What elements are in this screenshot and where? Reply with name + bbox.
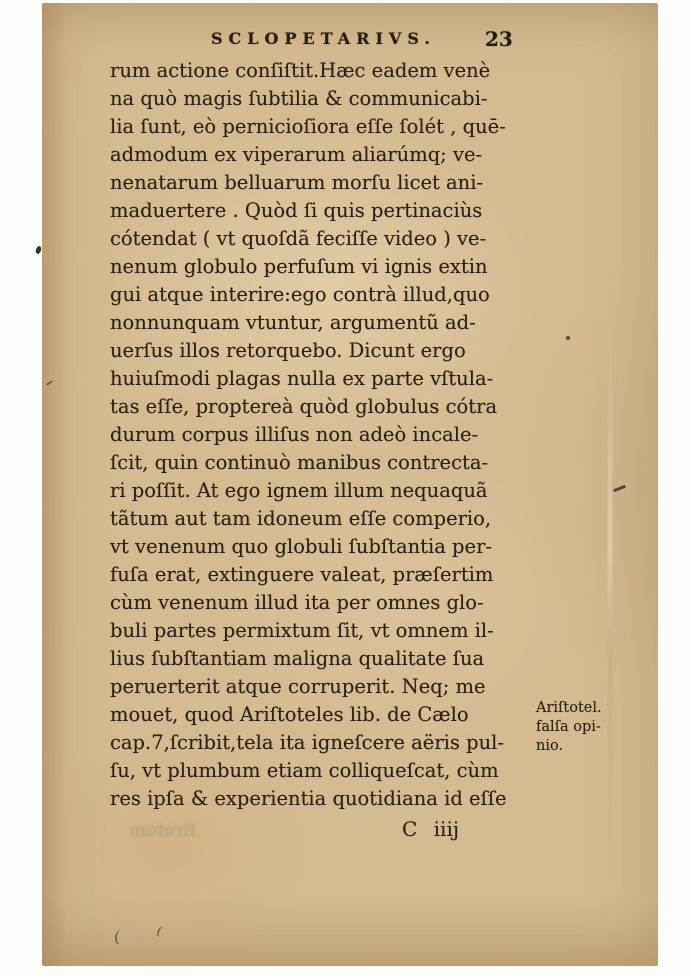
text-line: lia ſunt, eò pernicioſiora eſſe ſolét , quē- <box>110 115 506 138</box>
pen-mark: ( <box>112 927 122 947</box>
text-line: nenum globulo perfuſum vi ignis extin <box>110 255 488 278</box>
pen-mark: ( <box>155 923 163 939</box>
text-line: tas eſſe, proptereà quòd globulus cótra <box>110 395 498 418</box>
signature-mark: C iiij <box>402 817 460 841</box>
ink-speck <box>566 336 570 340</box>
show-through-text: Itratum <box>130 821 196 841</box>
text-line: peruerterit atque corruperit. Neq; me <box>110 675 486 698</box>
text-line: rum actione conſiſtit.Hæc eadem venè <box>110 59 491 82</box>
body-text <box>110 57 534 819</box>
text-line: ri poſſit. At ego ignem illum nequaquã <box>110 479 488 502</box>
text-line: na quò magis ſubtilia & communicabi- <box>110 87 488 110</box>
text-line: fuſa erat, extinguere valeat, præſertim <box>110 563 494 586</box>
book-page <box>42 3 658 966</box>
margin-note-line: falſa opi- <box>536 719 601 735</box>
text-line: ſcit, quin continuò manibus contrecta- <box>110 451 489 474</box>
running-title: SCLOPETARIVS. <box>211 29 436 48</box>
text-line: uerſus illos retorquebo. Dicunt ergo <box>110 339 466 362</box>
text-line: mouet, quod Ariſtoteles lib. de Cælo <box>110 703 469 726</box>
text-line: tãtum aut tam idoneum eſſe comperio, <box>110 507 492 530</box>
text-line: vt venenum quo globuli ſubſtantia per- <box>110 535 492 558</box>
margin-note-line: nio. <box>536 738 564 754</box>
text-line: admodum ex viperarum aliarúmq; ve- <box>110 143 483 166</box>
text-line: cótendat ( vt quoſdã feciſſe video ) ve- <box>110 227 487 250</box>
margin-note <box>536 699 622 756</box>
margin-note-line: Ariſtotel. <box>536 700 602 716</box>
text-line: durum corpus illiſus non adeò incale- <box>110 423 479 446</box>
page-number: 23 <box>485 27 513 51</box>
text-line: cap.7,ſcribit,tela ita igneſcere aëris pul- <box>110 731 504 754</box>
text-line: nonnunquam vtuntur, argumentũ ad- <box>110 311 476 334</box>
text-line: ſu, vt plumbum etiam colliqueſcat, cùm <box>110 759 499 782</box>
text-line: buli partes permixtum ſit, vt omnem il- <box>110 619 494 642</box>
text-line: nenatarum belluarum morſu licet ani- <box>110 171 484 194</box>
paper-crease <box>608 323 612 883</box>
text-line: cùm venenum illud ita per omnes glo- <box>110 591 484 614</box>
text-line: maduertere . Quòd ſi quis pertinaciùs <box>110 199 483 222</box>
text-line: lius ſubſtantiam maligna qualitate ſua <box>110 647 485 670</box>
text-line: res ipſa & experientia quotidiana id eſſe <box>110 787 507 810</box>
text-line: gui atque interire:ego contrà illud,quo <box>110 283 490 306</box>
text-line: huiuſmodi plagas nulla ex parte vſtula- <box>110 367 494 390</box>
